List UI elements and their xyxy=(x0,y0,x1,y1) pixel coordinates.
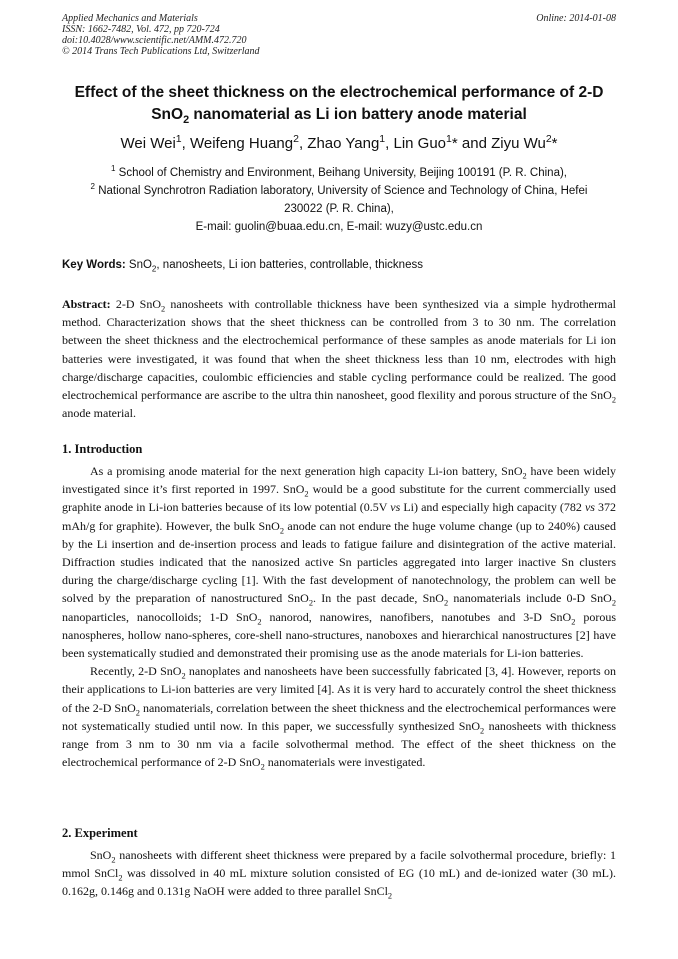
abstract: Abstract: 2-D SnO$_2$ nanosheets with controllable thickness have been synthesized via a simple hydrothermal method. Characterization shows that the sheet thickness can be controlled from 3 to 30 nm. The correlation between the sheet thickness and the electrochemical performance of these samples as anode materials for Li ion batteries were investigated, it was found that when the sheet thickness less than 10 nm, electrodes with high charge/discharge capacities, coulombic efficiencies and stable cycling performance could be realized. The good electrochemical performance are ascribe to the ultra thin nanosheet, good flexility and porous structure of the SnO$_2$ anode material. xyxy=(62,297,616,421)
affiliations xyxy=(50,164,628,236)
affiliation-2-cont: 230022 (P. R. China), xyxy=(284,203,394,215)
copyright-line: © 2014 Trans Tech Publications Ltd, Switzerland xyxy=(62,46,260,57)
paper-title xyxy=(40,82,638,126)
title-line-2: SnO$_2$ nanomaterial as Li ion battery anode material xyxy=(151,106,527,127)
paragraph: SnO$_2$ nanosheets with different sheet thickness were prepared by a facile solvothermal procedure, briefly: 1 mmol SnCl$_2$ was dissolved in 40 mL mixture solution consisted of EG (10 mL) and de-ionized water (30 mL). 0.162g, 0.146g and 0.131g NaOH were added to three parallel SnCl$_2$ xyxy=(62,848,616,901)
author-list xyxy=(40,134,638,154)
journal-name: Applied Mechanics and Materials xyxy=(62,13,198,24)
affiliation-2: $^2$ National Synchrotron Radiation laboratory, University of Science and Technology of China, Hefei xyxy=(90,182,588,197)
author: Zhao Yang$^1$, xyxy=(307,133,394,152)
section-introduction xyxy=(62,440,616,771)
keywords-label: Key Words: xyxy=(62,259,126,271)
paragraph: Recently, 2-D SnO$_2$ nanoplates and nanosheets have been successfully fabricated [3, 4]. However, reports on their applications to Li-ion batteries are very limited [4]. As it is very hard to accurately control the sheet thickness of the 2-D SnO$_2$ nanomaterials, correlation between the sheet thickness and the electrochemical performances were not systematically studied until now. In this paper, we successfully synthesized SnO$_2$ nanosheets with thickness range from 3 nm to 30 nm via a facile solvothermal method. The effect of the sheet thickness on the electrochemical performance of 2-D SnO$_2$ nanomaterials were investigated. xyxy=(62,664,617,772)
section-heading: 2. Experiment xyxy=(62,826,138,840)
paragraph: As a promising anode material for the next generation high capacity Li-ion battery, SnO$_2$ have been widely investigated since it’s first reported in 1997. SnO$_2$ would be a good substitute for the current commercially used graphite anode in Li-ion batteries because of its low potential (0.5V vs Li) and especially high capacity (782 vs 372 mAh/g for graphite). However, the bulk SnO$_2$ anode can not endure the huge volume change (up to 240%) caused by the Li insertion and de-insertion process and leads to fatigue failure and disintegration of the active material. Diffraction studies indicated that the nanosized active Sn particles aggregated into larger inactive Sn clusters during the charge/discharge cycling [1]. With the fast development of nanotechnology, the problem can well be solved by the preparation of nanostructured SnO$_2$. In the past decade, SnO$_2$ nanomaterials include 0-D SnO$_2$ nanoparticles, nanocolloids; 1-D SnO$_2$ nanorod, nanowires, nanofibers, nanotubes and 3-D SnO$_2$ porous nanospheres, hollow nano-spheres, core-shell nano-structures, nanoboxes and hierarchical nanostructures [2] have been systematically studied and demonstrated their promising use as the anode materials for Li-ion batteries. xyxy=(62,464,617,661)
section-heading: 1. Introduction xyxy=(62,442,143,456)
author: Weifeng Huang$^2$, xyxy=(189,133,308,152)
contact-email: E-mail: guolin@buaa.edu.cn, E-mail: wuzy@ustc.edu.cn xyxy=(195,221,483,233)
title-line-1: Effect of the sheet thickness on the electrochemical performance of 2-D xyxy=(74,84,604,101)
page-header xyxy=(62,13,616,57)
affiliation-1: $^1$ School of Chemistry and Environment, Beihang University, Beijing 100191 (P. R. China), xyxy=(111,164,567,179)
online-date: Online: 2014-01-08 xyxy=(536,13,616,24)
author: Wei Wei$^1$, xyxy=(120,133,190,152)
author: Ziyu Wu$^2$* xyxy=(491,133,558,152)
section-experiment xyxy=(62,824,616,901)
issn-line: ISSN: 1662-7482, Vol. 472, pp 720-724 xyxy=(62,24,220,35)
keywords: Key Words: SnO$_2$, nanosheets, Li ion batteries, controllable, thickness xyxy=(62,259,423,274)
author: Lin Guo$^1$* and xyxy=(393,133,492,152)
abstract-label: Abstract: xyxy=(62,297,111,311)
doi-line: doi:10.4028/www.scientific.net/AMM.472.720 xyxy=(62,35,247,46)
